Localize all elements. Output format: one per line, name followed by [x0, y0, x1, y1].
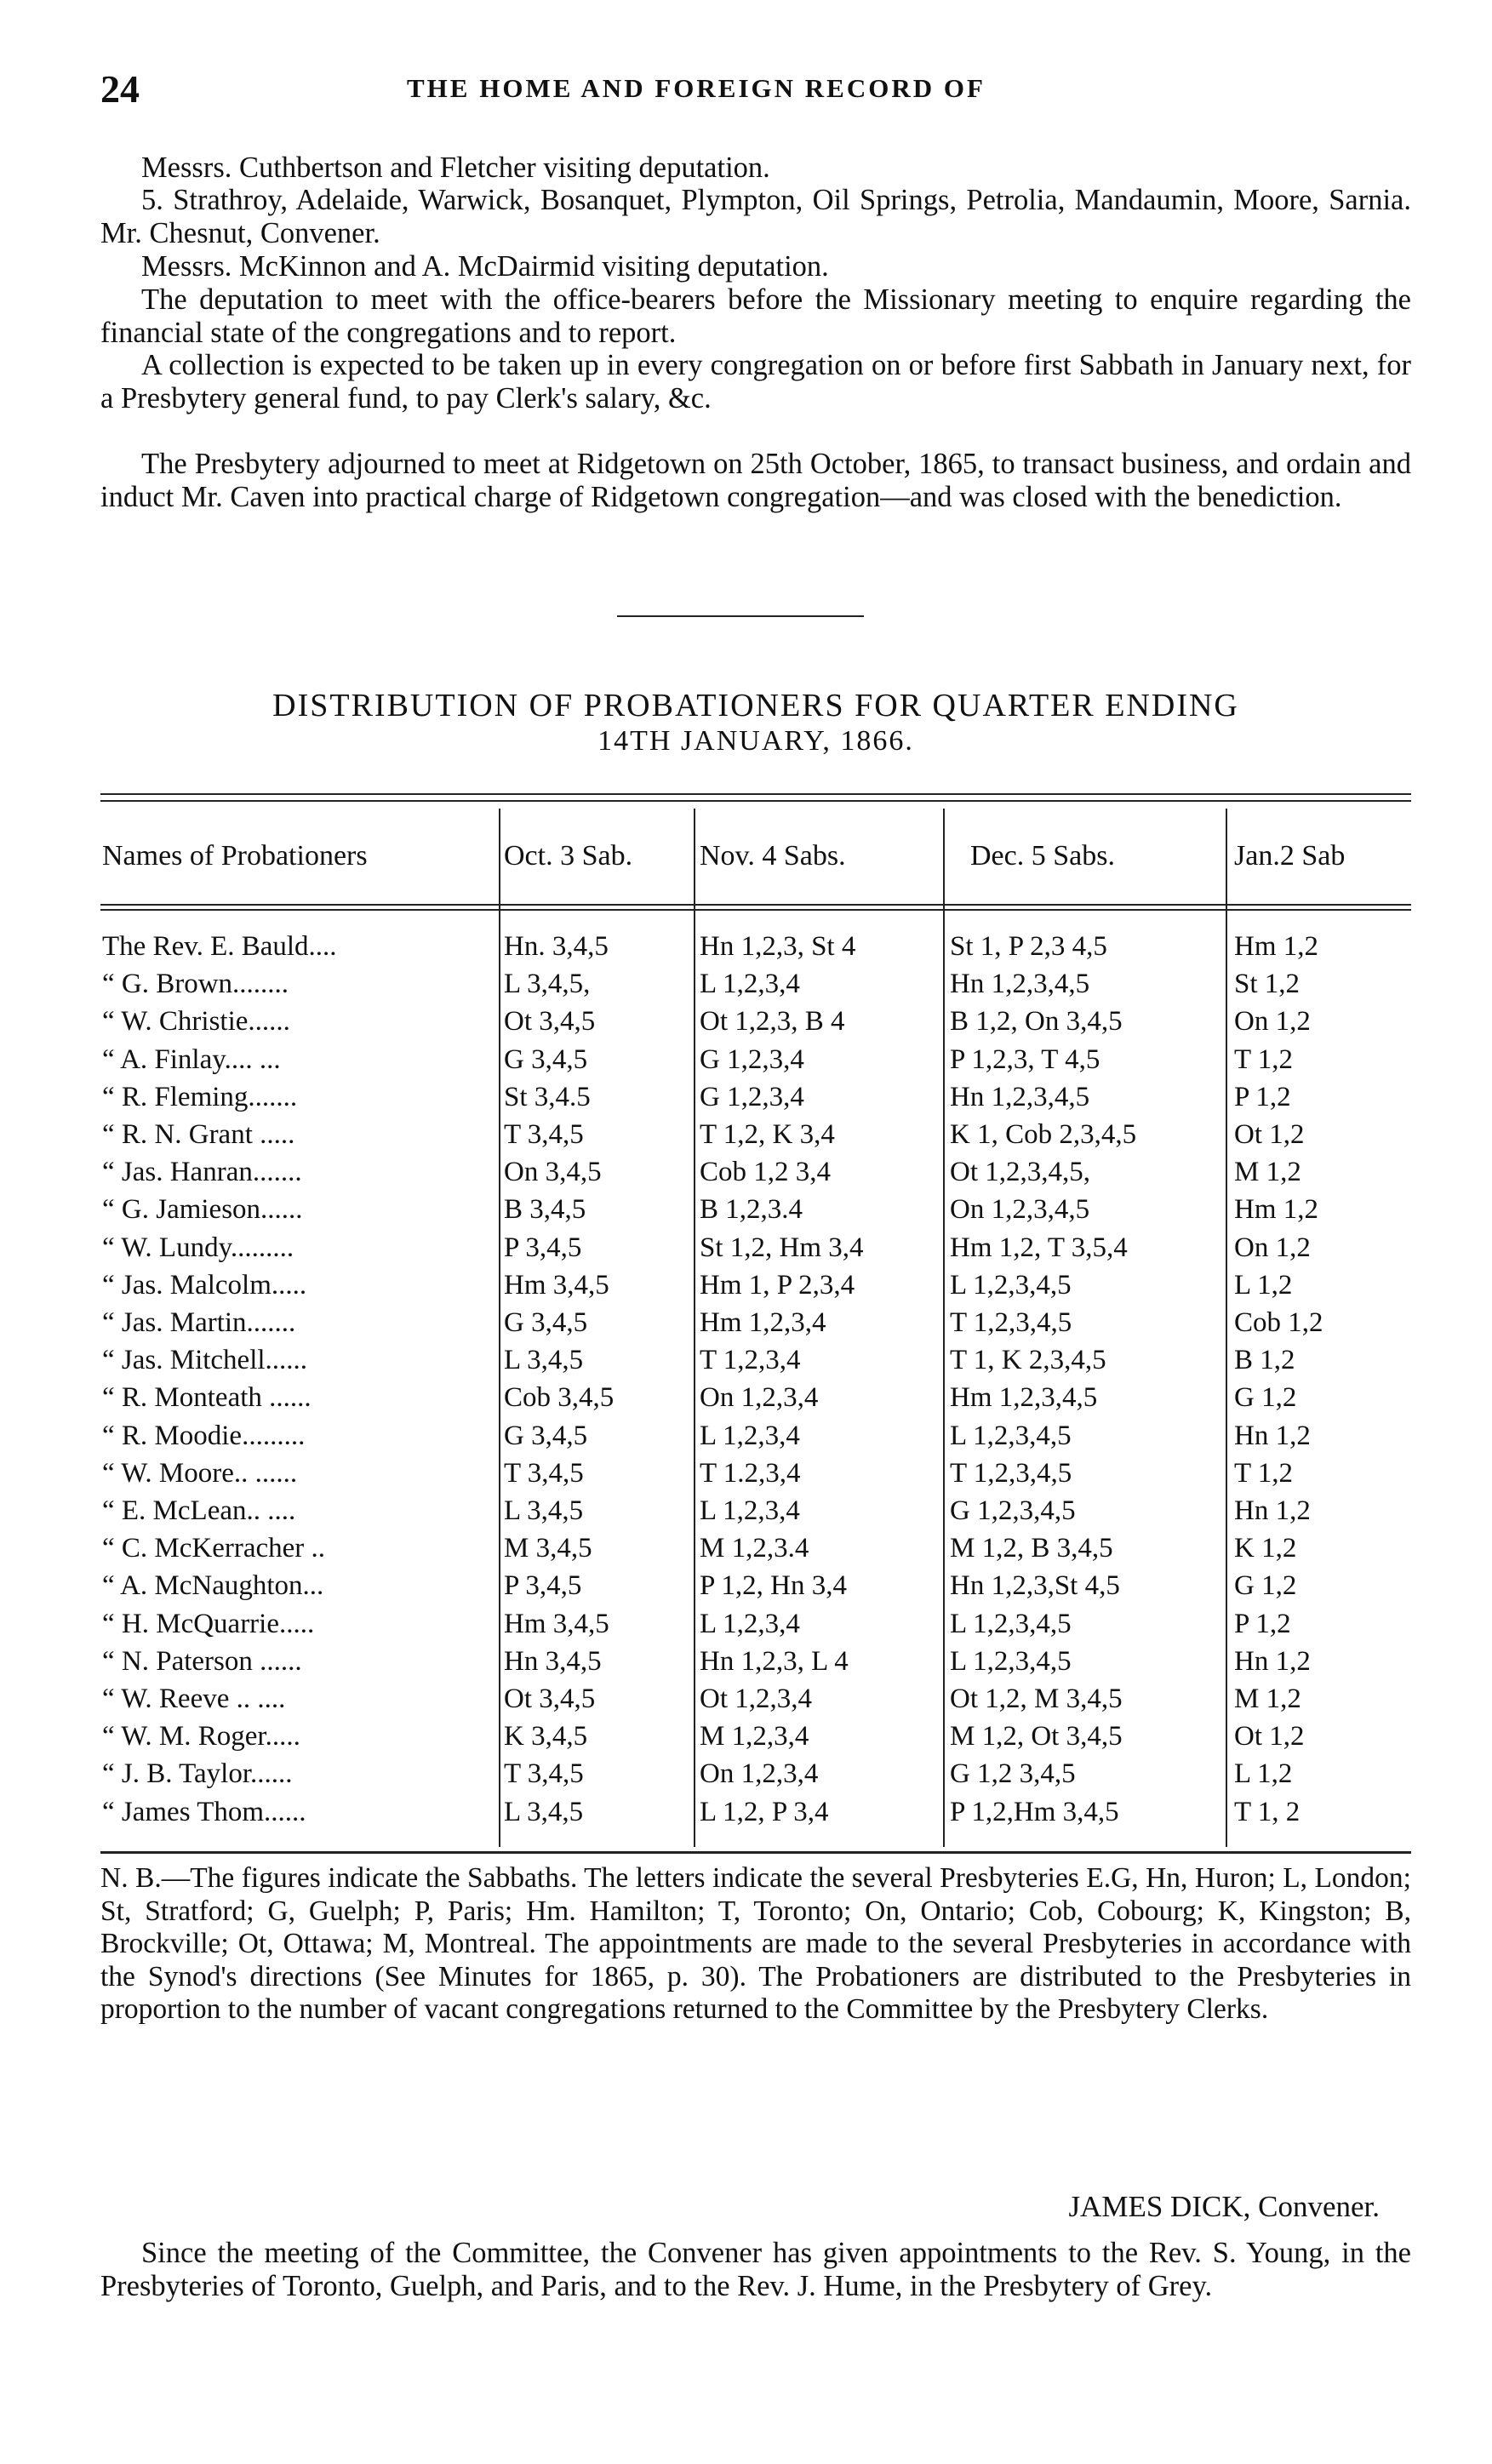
cell-name: “ C. McKerracher ..: [102, 1533, 326, 1564]
cell-nov: Ot 1,2,3,4: [700, 1684, 812, 1714]
cell-name: “ N. Paterson ......: [102, 1645, 302, 1677]
signature: JAMES DICK, Convener.: [1068, 2190, 1380, 2223]
cell-nov: T 1.2,3,4: [700, 1457, 801, 1489]
cell-nov: On 1,2,3,4: [700, 1758, 819, 1790]
cell-jan: Hm 1,2: [1234, 931, 1318, 962]
cell-dec: P 1,2,Hm 3,4,5: [950, 1796, 1119, 1827]
cell-dec: L 1,2,3,4,5: [950, 1608, 1072, 1639]
cell-nov: P 1,2, Hn 3,4: [700, 1570, 847, 1602]
cell-name: “ Jas. Malcolm.....: [102, 1269, 307, 1301]
cell-dec: B 1,2, On 3,4,5: [950, 1006, 1123, 1038]
cell-jan: T 1,2: [1234, 1043, 1294, 1075]
cell-nov: Hm 1,2,3,4: [700, 1307, 826, 1338]
cell-oct: M 3,4,5: [504, 1533, 592, 1564]
table-row: [0, 1157, 1492, 1191]
cell-name: “ W. M. Roger.....: [102, 1721, 300, 1752]
cell-jan: Hm 1,2: [1234, 1194, 1318, 1226]
cell-oct: L 3,4,5,: [504, 969, 591, 1000]
cell-nov: L 1,2, P 3,4: [700, 1796, 829, 1827]
cell-name: “ W. Christie......: [102, 1006, 290, 1038]
cell-oct: Hm 3,4,5: [504, 1608, 609, 1639]
section-divider: [617, 615, 864, 617]
table-row: [0, 1533, 1492, 1567]
cell-name: “ E. McLean.. ....: [102, 1495, 296, 1526]
table-subtitle: 14TH JANUARY, 1866.: [597, 725, 914, 757]
table-row: [0, 1721, 1492, 1755]
cell-jan: P 1,2: [1234, 1608, 1291, 1639]
cell-nov: On 1,2,3,4: [700, 1382, 819, 1414]
cell-jan: Hn 1,2: [1234, 1645, 1311, 1677]
cell-jan: K 1,2: [1234, 1533, 1297, 1564]
intro-paragraph: A collection is expected to be taken up in every congregation on or before first Sabbath in January next, for a Presbytery general fund, to pay Clerk's salary, &c.: [100, 349, 1411, 414]
table-row: [0, 931, 1492, 965]
table-row: [0, 1495, 1492, 1529]
table-row: [0, 1646, 1492, 1680]
cell-nov: L 1,2,3,4: [700, 1608, 800, 1639]
cell-dec: Hm 1,2,3,4,5: [950, 1382, 1098, 1414]
table-row: [0, 1307, 1492, 1341]
cell-name: “ W. Lundy.........: [102, 1232, 294, 1263]
cell-jan: L 1,2: [1234, 1269, 1293, 1301]
cell-oct: Hm 3,4,5: [504, 1269, 609, 1301]
cell-dec: T 1, K 2,3,4,5: [950, 1345, 1106, 1376]
cell-nov: L 1,2,3,4: [700, 969, 800, 1000]
cell-name: “ J. B. Taylor......: [102, 1758, 293, 1790]
cell-nov: G 1,2,3,4: [700, 1043, 804, 1075]
cell-oct: K 3,4,5: [504, 1721, 588, 1752]
cell-nov: L 1,2,3,4: [700, 1495, 800, 1526]
cell-jan: B 1,2: [1234, 1345, 1295, 1376]
cell-dec: Hn 1,2,3,4,5: [950, 1081, 1090, 1112]
cell-name: “ Jas. Mitchell......: [102, 1345, 308, 1376]
cell-name: “ James Thom......: [102, 1796, 306, 1827]
table-row: [0, 1270, 1492, 1304]
cell-name: “ G. Brown........: [102, 969, 289, 1000]
cell-jan: G 1,2: [1234, 1382, 1297, 1414]
cell-oct: T 3,4,5: [504, 1758, 584, 1790]
cell-dec: T 1,2,3,4,5: [950, 1307, 1072, 1338]
column-header-oct: Oct. 3 Sab.: [504, 840, 633, 872]
column-header-dec: Dec. 5 Sabs.: [970, 840, 1115, 872]
cell-name: “ W. Moore.. ......: [102, 1457, 298, 1489]
cell-dec: Hn 1,2,3,St 4,5: [950, 1570, 1120, 1602]
cell-jan: P 1,2: [1234, 1081, 1291, 1112]
cell-dec: St 1, P 2,3 4,5: [950, 931, 1107, 962]
cell-nov: M 1,2,3,4: [700, 1721, 809, 1752]
cell-nov: G 1,2,3,4: [700, 1081, 804, 1112]
intro-paragraph: Messrs. McKinnon and A. McDairmid visiting deputation.: [141, 250, 829, 283]
intro-paragraph: 5. Strathroy, Adelaide, Warwick, Bosanquet, Plympton, Oil Springs, Petrolia, Mandaumin, Moore, Sarnia. Mr. Chesnut, Convener.: [100, 184, 1411, 249]
intro-paragraph: The Presbytery adjourned to meet at Ridgetown on 25th October, 1865, to transact business, and ordain and induct Mr. Caven into practical charge of Ridgetown congregation—and was closed with the benediction.: [100, 448, 1411, 513]
cell-jan: Ot 1,2: [1234, 1721, 1305, 1752]
cell-nov: Hm 1, P 2,3,4: [700, 1269, 855, 1301]
cell-jan: On 1,2: [1234, 1006, 1311, 1038]
cell-dec: L 1,2,3,4,5: [950, 1420, 1072, 1451]
table-row: [0, 1684, 1492, 1718]
table-row: [0, 1006, 1492, 1040]
cell-jan: On 1,2: [1234, 1232, 1311, 1263]
cell-dec: M 1,2, B 3,4,5: [950, 1533, 1113, 1564]
cell-jan: G 1,2: [1234, 1570, 1297, 1602]
cell-name: “ G. Jamieson......: [102, 1194, 303, 1226]
table-title: DISTRIBUTION OF PROBATIONERS FOR QUARTER ENDING: [272, 688, 1239, 723]
cell-nov: Hn 1,2,3, St 4: [700, 931, 856, 962]
cell-name: “ H. McQuarrie.....: [102, 1608, 315, 1639]
page-header: [100, 66, 1411, 117]
cell-oct: L 3,4,5: [504, 1796, 584, 1827]
cell-dec: K 1, Cob 2,3,4,5: [950, 1119, 1137, 1150]
cell-jan: Ot 1,2: [1234, 1119, 1305, 1150]
cell-oct: Ot 3,4,5: [504, 1006, 596, 1038]
table-top-rule: [100, 793, 1411, 795]
intro-paragraph: The deputation to meet with the office-bearers before the Missionary meeting to enquire regarding the financial state of the congregations and to report.: [100, 283, 1411, 349]
table-row: [0, 969, 1492, 1003]
table-row: [0, 1382, 1492, 1416]
table-row: [0, 1345, 1492, 1379]
running-title: THE HOME AND FOREIGN RECORD OF: [407, 73, 986, 103]
cell-oct: P 3,4,5: [504, 1570, 582, 1602]
cell-oct: Ot 3,4,5: [504, 1684, 596, 1714]
cell-oct: Hn 3,4,5: [504, 1645, 602, 1677]
cell-name: “ A. McNaughton...: [102, 1570, 324, 1602]
cell-dec: Hm 1,2, T 3,5,4: [950, 1232, 1128, 1263]
header-rule: [100, 904, 1411, 906]
cell-nov: B 1,2,3.4: [700, 1194, 803, 1226]
cell-dec: T 1,2,3,4,5: [950, 1457, 1072, 1489]
cell-jan: Hn 1,2: [1234, 1495, 1311, 1526]
page-number: 24: [100, 67, 140, 111]
table-top-rule: [100, 800, 1411, 802]
cell-jan: T 1,2: [1234, 1457, 1294, 1489]
cell-dec: P 1,2,3, T 4,5: [950, 1043, 1100, 1075]
cell-nov: Hn 1,2,3, L 4: [700, 1645, 849, 1677]
cell-jan: Hn 1,2: [1234, 1420, 1311, 1451]
cell-name: “ Jas. Martin.......: [102, 1307, 296, 1338]
cell-oct: T 3,4,5: [504, 1119, 584, 1150]
table-row: [0, 1421, 1492, 1455]
cell-oct: Cob 3,4,5: [504, 1382, 615, 1414]
cell-oct: G 3,4,5: [504, 1420, 588, 1451]
table-row: [0, 1458, 1492, 1492]
cell-nov: L 1,2,3,4: [700, 1420, 800, 1451]
cell-nov: Cob 1,2 3,4: [700, 1157, 832, 1188]
column-header-jan: Jan.2 Sab: [1234, 840, 1346, 872]
table-row: [0, 1570, 1492, 1604]
cell-dec: Ot 1,2, M 3,4,5: [950, 1684, 1123, 1714]
cell-name: “ W. Reeve .. ....: [102, 1684, 286, 1714]
cell-dec: M 1,2, Ot 3,4,5: [950, 1721, 1123, 1752]
cell-oct: T 3,4,5: [504, 1457, 584, 1489]
cell-oct: L 3,4,5: [504, 1345, 584, 1376]
footnote: N. B.—The figures indicate the Sabbaths. The letters indicate the several Presbyteries E.G, Hn, Huron; L, London; St, Stratford; G, Guelph; P, Paris; Hm. Hamilton; T, Toronto; On, Ontario; Cob, Cobourg; K, Kingston; B, Brockville; Ot, Ottawa; M, Montreal. The appointments are made to the several Presbyteries in accordance with the Synod's directions (See Minutes for 1865, p. 30). The Probationers are distributed to the Presbyteries in proportion to the number of vacant congregations returned to the Committee by the Presbytery Clerks.: [100, 1862, 1411, 2025]
table-row: [0, 1082, 1492, 1116]
cell-dec: On 1,2,3,4,5: [950, 1194, 1090, 1226]
table-bottom-rule: [100, 1851, 1411, 1854]
cell-oct: L 3,4,5: [504, 1495, 584, 1526]
cell-dec: L 1,2,3,4,5: [950, 1269, 1072, 1301]
cell-name: “ R. Fleming.......: [102, 1081, 298, 1112]
table-row: [0, 1044, 1492, 1078]
cell-dec: G 1,2 3,4,5: [950, 1758, 1076, 1790]
cell-dec: Hn 1,2,3,4,5: [950, 969, 1090, 1000]
header-rule: [100, 909, 1411, 911]
table-row: [0, 1758, 1492, 1792]
table-row: [0, 1609, 1492, 1643]
column-header-nov: Nov. 4 Sabs.: [700, 840, 846, 872]
cell-oct: G 3,4,5: [504, 1307, 588, 1338]
cell-oct: P 3,4,5: [504, 1232, 582, 1263]
table-row: [0, 1194, 1492, 1228]
cell-nov: St 1,2, Hm 3,4: [700, 1232, 864, 1263]
cell-nov: Ot 1,2,3, B 4: [700, 1006, 845, 1038]
cell-oct: G 3,4,5: [504, 1043, 588, 1075]
table-row: [0, 1119, 1492, 1153]
cell-jan: L 1,2: [1234, 1758, 1293, 1790]
cell-jan: M 1,2: [1234, 1157, 1301, 1188]
cell-oct: St 3,4.5: [504, 1081, 591, 1112]
column-header-name: Names of Probationers: [102, 840, 368, 872]
cell-dec: G 1,2,3,4,5: [950, 1495, 1076, 1526]
intro-paragraph: Messrs. Cuthbertson and Fletcher visiting deputation.: [141, 151, 770, 184]
cell-name: “ R. Monteath ......: [102, 1382, 312, 1414]
cell-oct: B 3,4,5: [504, 1194, 586, 1226]
cell-oct: Hn. 3,4,5: [504, 931, 609, 962]
cell-jan: Cob 1,2: [1234, 1307, 1323, 1338]
cell-jan: T 1, 2: [1234, 1796, 1300, 1827]
cell-dec: L 1,2,3,4,5: [950, 1645, 1072, 1677]
cell-nov: T 1,2, K 3,4: [700, 1119, 835, 1150]
cell-name: The Rev. E. Bauld....: [102, 931, 337, 962]
closing-paragraph: Since the meeting of the Committee, the Convener has given appointments to the Rev. S. Young, in the Presbyteries of Toronto, Guelph, and Paris, and to the Rev. J. Hume, in the Presbytery of Grey.: [100, 2237, 1411, 2302]
cell-dec: Ot 1,2,3,4,5,: [950, 1157, 1090, 1188]
cell-jan: M 1,2: [1234, 1684, 1301, 1714]
cell-name: “ A. Finlay.... ...: [102, 1043, 281, 1075]
cell-nov: M 1,2,3.4: [700, 1533, 809, 1564]
cell-nov: T 1,2,3,4: [700, 1345, 801, 1376]
cell-jan: St 1,2: [1234, 969, 1300, 1000]
cell-name: “ R. N. Grant .....: [102, 1119, 295, 1150]
cell-oct: On 3,4,5: [504, 1157, 602, 1188]
table-row: [0, 1232, 1492, 1266]
table-row: [0, 1797, 1492, 1831]
cell-name: “ Jas. Hanran.......: [102, 1157, 302, 1188]
cell-name: “ R. Moodie.........: [102, 1420, 306, 1451]
